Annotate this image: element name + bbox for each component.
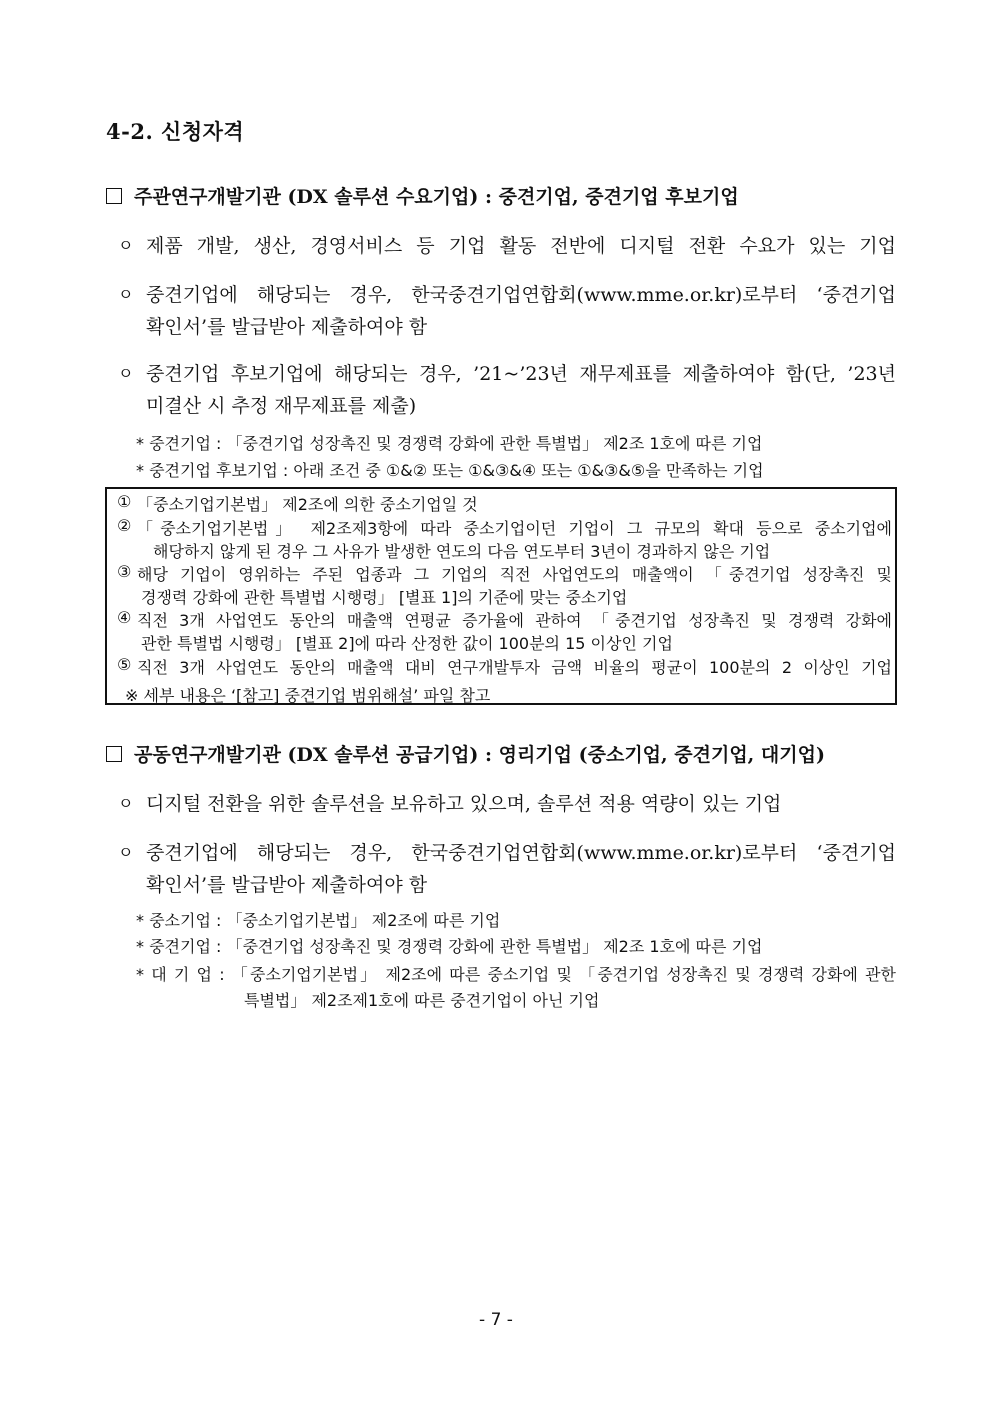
- section-1-title: [106, 182, 739, 209]
- bullet-text: 제품 개발, 생산, 경영서비스 등 기업 활동 전반에 디지털 전환 수요가 있는 기업: [146, 235, 896, 257]
- criteria-text: 직전 3개 사업연도 동안의 매출액 대비 연구개발투자 금액 비율의 평균이 100분의 2 이상인 기업: [137, 658, 892, 677]
- bullet-text-continued: 확인서’를 발급받아 제출하여야 함: [146, 316, 428, 338]
- criteria-text-continued: 관한 특별법 시행령」 [별표 2]에 따라 산정한 값이 100분의 15 이상인 기업: [141, 634, 673, 653]
- bullet-text: 중견기업에 해당되는 경우, 한국중견기업연합회(www.mme.or.kr)로부터 ‘중견기업: [146, 284, 896, 306]
- criteria-text: 직전 3개 사업연도 동안의 매출액 연평균 증가율에 관하여 「중견기업 성장촉진 및 경쟁력 강화에: [137, 611, 892, 630]
- section-2-title: [106, 740, 825, 767]
- section-1-title-text: 주관연구개발기관 (DX 솔루션 수요기업) : 중견기업, 중견기업 후보기업: [134, 186, 739, 208]
- criteria-number: ①: [117, 492, 132, 511]
- criteria-number: ③: [117, 562, 132, 581]
- note-sme-definition: * 중소기업 : 「중소기업기본법」 제2조에 따른 기업: [136, 911, 501, 930]
- bullet-icon: ㅇ: [118, 364, 134, 383]
- criteria-box: [105, 487, 897, 705]
- page-number: - 7 -: [479, 1310, 513, 1330]
- note-mid-size-definition: * 중견기업 : 「중견기업 성장촉진 및 경쟁력 강화에 관한 특별법」 제2조 1호에 따른 기업: [136, 937, 763, 956]
- bullet-icon: ㅇ: [118, 794, 134, 813]
- checkbox-square-icon: [106, 188, 122, 204]
- checkbox-square-icon: [106, 746, 122, 762]
- note-large-company-definition: * 대 기 업 : 「중소기업기본법」 제2조에 따른 중소기업 및 「중견기업 성장촉진 및 경쟁력 강화에 관한: [136, 965, 896, 984]
- bullet-icon: ㅇ: [118, 843, 134, 862]
- criteria-number: ⑤: [117, 655, 132, 674]
- bullet-text: 중견기업에 해당되는 경우, 한국중견기업연합회(www.mme.or.kr)로부터 ‘중견기업: [146, 842, 896, 864]
- bullet-text: 중견기업 후보기업에 해당되는 경우, ’21~’23년 재무제표를 제출하여야 함(단, ’23년: [146, 363, 896, 385]
- criteria-text: 해당 기업이 영위하는 주된 업종과 그 기업의 직전 사업연도의 매출액이 「중견기업 성장촉진 및: [137, 565, 892, 584]
- section-heading: 4-2. 신청자격: [106, 119, 245, 144]
- note-large-company-definition-continued: 특별법」 제2조제1호에 따른 중견기업이 아닌 기업: [244, 991, 600, 1010]
- section-2-title-text: 공동연구개발기관 (DX 솔루션 공급기업) : 영리기업 (중소기업, 중견기업, 대기업): [134, 744, 825, 766]
- bullet-text-continued: 확인서’를 발급받아 제출하여야 함: [146, 874, 428, 896]
- criteria-number: ②: [117, 516, 132, 535]
- bullet-text: 디지털 전환을 위한 솔루션을 보유하고 있으며, 솔루션 적용 역량이 있는 기업: [146, 793, 782, 815]
- bullet-icon: ㅇ: [118, 285, 134, 304]
- criteria-text-continued: 경쟁력 강화에 관한 특별법 시행령」 [별표 1]의 기준에 맞는 중소기업: [141, 588, 628, 607]
- criteria-text-continued: 해당하지 않게 된 경우 그 사유가 발생한 연도의 다음 연도부터 3년이 경과하지 않은 기업: [153, 542, 771, 561]
- criteria-text: 「중소기업기본법」 제2조에 의한 중소기업일 것: [137, 495, 478, 514]
- note-mid-size-definition: * 중견기업 : 「중견기업 성장촉진 및 경쟁력 강화에 관한 특별법」 제2조 1호에 따른 기업: [136, 434, 763, 453]
- criteria-number: ④: [117, 608, 132, 627]
- bullet-icon: ㅇ: [118, 236, 134, 255]
- criteria-reference-note: ※ 세부 내용은 ‘[참고] 중견기업 범위해설’ 파일 참고: [125, 686, 491, 705]
- bullet-text-continued: 미결산 시 추정 재무제표를 제출): [146, 395, 417, 417]
- criteria-text: 「중소기업기본법」 제2조제3항에 따라 중소기업이던 기업이 그 규모의 확대 등으로 중소기업에: [137, 519, 892, 538]
- note-candidate-definition: * 중견기업 후보기업 : 아래 조건 중 ①&② 또는 ①&③&④ 또는 ①&③&⑤을 만족하는 기업: [136, 461, 764, 480]
